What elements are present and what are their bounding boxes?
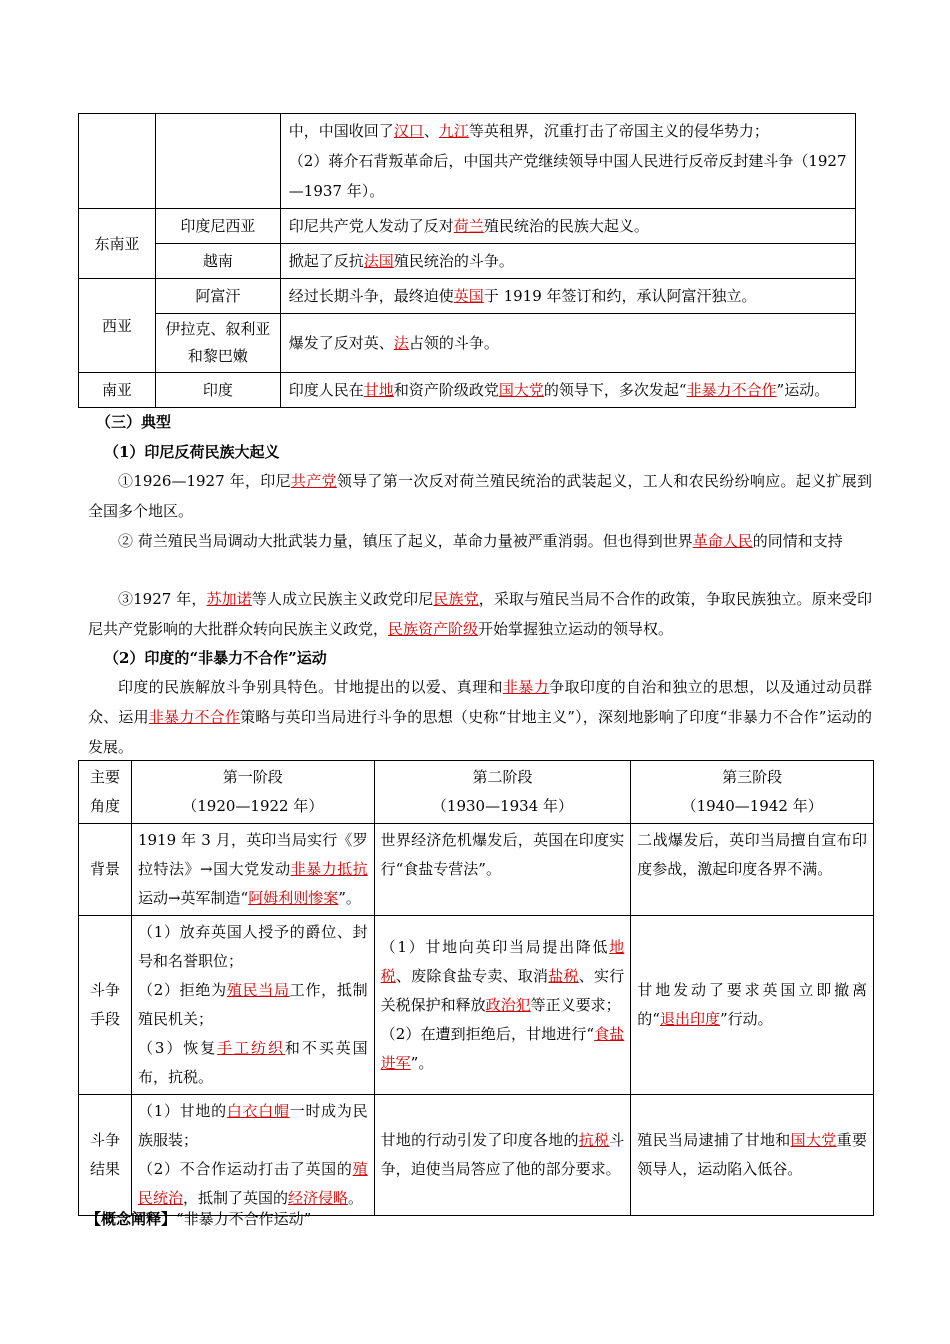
table-row [79, 244, 856, 279]
table-cell: 二战爆发后，英印当局擅自宣布印度参战，激起印度各界不满。 [631, 824, 874, 916]
highlight-term: 食盐进军 [380, 1024, 625, 1072]
concept-text: “非暴力不合作运动” [176, 1210, 312, 1228]
paragraph: ② 荷兰殖民当局调动大批武装力量，镇压了起义，革命力量被严重消弱。但也得到世界革命人民的同情和支持 [118, 532, 843, 550]
highlight-term: 法国 [363, 252, 394, 270]
country-cell: 阿富汗 [155, 279, 280, 314]
highlight-term: 民族党 [433, 590, 479, 608]
stage-header: 第三阶段 （1940—1942 年） [631, 761, 874, 824]
row-label: 背景 [79, 824, 132, 916]
subsection-title: （2）印度的“非暴力不合作”运动 [104, 649, 327, 667]
highlight-term: 革命人民 [692, 532, 753, 550]
highlight-term: 盐税 [548, 966, 579, 985]
stage-header: 第二阶段 （1930—1934 年） [374, 761, 631, 824]
table-cell: （1）甘地的白衣白帽一时成为民族服装； （2）不合作运动打击了英国的殖民统治，抵制了英国的经济侵略。 [131, 1095, 374, 1216]
paragraph: ③1927 年，苏加诺等人成立民族主义政党印尼民族党，采取与殖民当局不合作的政策，争取民族独立。原来受印尼共产党影响的大批群众转向民族主义政党，民族资产阶级开始掌握独立运动的领导权。 [88, 590, 872, 638]
highlight-term: 政治犯 [485, 995, 531, 1014]
highlight-term: 甘地 [363, 381, 394, 399]
highlight-term: 共产党 [290, 472, 337, 490]
highlight-term: 国大党 [790, 1131, 837, 1149]
regional-struggles-table [78, 113, 856, 408]
table-row [79, 824, 874, 916]
table-cell: （1）放弃英国人授予的爵位、封号和名誉职位； （2）拒绝为殖民当局工作，抵制殖民机关； （3）恢复手工纺织和不买英国布，抗税。 [131, 916, 374, 1095]
highlight-term: 九江 [438, 122, 469, 140]
table-cell: 甘地发动了要求英国立即撤离的“退出印度”行动。 [631, 916, 874, 1095]
highlight-term: 非暴力不合作 [148, 708, 241, 726]
table-row [79, 209, 856, 244]
table-cell: 爆发了反对英、法占领的斗争。 [280, 314, 855, 373]
highlight-term: 苏加诺 [206, 590, 252, 608]
row-label: 斗争结果 [79, 1095, 132, 1216]
concept-note [86, 1204, 870, 1234]
highlight-term: 经济侵略 [288, 1189, 349, 1207]
highlight-term: 英国 [453, 287, 484, 305]
country-cell: 印度尼西亚 [155, 209, 280, 244]
region-cell: 西亚 [79, 279, 156, 373]
table-header-row [79, 761, 874, 824]
region-cell: 东南亚 [79, 209, 156, 279]
highlight-term: 退出印度 [659, 1010, 720, 1028]
stage-header: 第一阶段 （1920—1922 年） [131, 761, 374, 824]
paragraph: 印度的民族解放斗争别具特色。甘地提出的以爱、真理和非暴力争取印度的自治和独立的思想，以及通过动员群众、运用非暴力不合作策略与英印当局进行斗争的思想（史称“甘地主义”），深刻地影响了印度“非暴力不合作”运动的发展。 [88, 678, 872, 756]
table-cell: 世界经济危机爆发后，英国在印度实行“食盐专营法”。 [374, 824, 631, 916]
highlight-term: 非暴力抵抗 [290, 860, 368, 878]
country-cell: 印度 [155, 373, 280, 408]
table-cell: 甘地的行动引发了印度各地的抗税斗争，迫使当局答应了他的部分要求。 [374, 1095, 631, 1216]
table-row [79, 1095, 874, 1216]
table-cell: 印尼共产党人发动了反对荷兰殖民统治的民族大起义。 [280, 209, 855, 244]
table-cell: 殖民当局逮捕了甘地和国大党重要领导人，运动陷入低谷。 [631, 1095, 874, 1216]
table-row [79, 114, 856, 209]
highlight-term: 殖民统治 [137, 1160, 368, 1207]
table-cell: （1）甘地向英印当局提出降低地税、废除食盐专卖、取消盐税、实行关税保护和释放政治犯等正义要求； （2）在遭到拒绝后，甘地进行“食盐进军”。 [374, 916, 631, 1095]
table-cell: 1919 年 3 月，英印当局实行《罗拉特法》→国大党发动非暴力抵抗运动→英军制造“阿姆利则惨案”。 [131, 824, 374, 916]
table-cell: 掀起了反抗法国殖民统治的斗争。 [280, 244, 855, 279]
row-label: 斗争手段 [79, 916, 132, 1095]
concept-label: 【概念阐释】 [86, 1210, 177, 1228]
table-row [79, 279, 856, 314]
table-row [79, 916, 874, 1095]
paragraph: ①1926—1927 年，印尼共产党领导了第一次反对荷兰殖民统治的武装起义，工人和农民纷纷响应。起义扩展到全国多个地区。 [88, 472, 872, 520]
highlight-term: 荷兰 [453, 217, 484, 235]
corner-cell: 主要角度 [79, 761, 132, 824]
country-cell: 越南 [155, 244, 280, 279]
table-cell: 经过长期斗争，最终迫使英国于 1919 年签订和约，承认阿富汗独立。 [280, 279, 855, 314]
highlight-term: 阿姆利则惨案 [248, 889, 339, 907]
table-cell: 印度人民在甘地和资产阶级政党国大党的领导下，多次发起“非暴力不合作”运动。 [280, 373, 855, 408]
country-cell: 伊拉克、叙利亚和黎巴嫩 [155, 314, 280, 373]
highlight-term: 抗税 [578, 1131, 610, 1149]
table-row [79, 373, 856, 408]
non-cooperation-table [78, 760, 874, 1216]
highlight-term: 殖民当局 [226, 981, 290, 999]
table-row [79, 314, 856, 373]
subsection-title: （1）印尼反荷民族大起义 [104, 443, 280, 461]
region-cell: 南亚 [79, 373, 156, 408]
highlight-term: 手工纺织 [217, 1039, 285, 1057]
highlight-term: 非暴力 [502, 678, 550, 696]
highlight-term: 白衣白帽 [226, 1102, 290, 1120]
highlight-term: 法 [393, 334, 409, 352]
section-title: （三）典型 [96, 413, 172, 431]
highlight-term: 地税 [380, 937, 625, 985]
table-cell [79, 114, 156, 209]
highlight-term: 民族资产阶级 [388, 620, 479, 638]
highlight-term: 汉口 [393, 122, 424, 140]
table-cell [155, 114, 280, 209]
table-cell: 中，中国收回了汉口、九江等英租界，沉重打击了帝国主义的侵华势力； （2）蒋介石背叛革命后，中国共产党继续领导中国人民进行反帝反封建斗争（1927—1937 年）。 [280, 114, 855, 209]
highlight-term: 非暴力不合作 [686, 381, 777, 399]
highlight-term: 国大党 [498, 381, 544, 399]
